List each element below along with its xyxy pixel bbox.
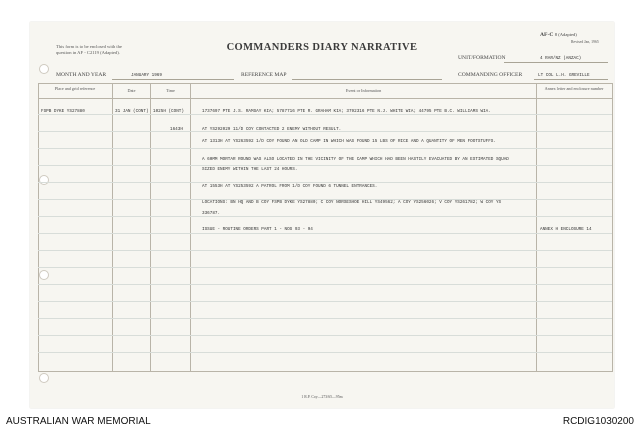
- table-top-border: [38, 83, 612, 84]
- column-divider: [112, 83, 113, 372]
- archive-reference: RCDIG1030200: [562, 415, 634, 427]
- table-right-border: [612, 83, 613, 372]
- ruled-line: [38, 267, 612, 268]
- commanding-value: LT COL L.H. GREVILLE: [538, 73, 590, 78]
- commanding-underline: [534, 79, 608, 80]
- commanding-label: COMMANDING OFFICER: [458, 72, 523, 78]
- column-divider: [150, 83, 151, 372]
- entry-time: 1643H: [170, 127, 183, 132]
- form-code-suffix: 8 (Adapted): [554, 32, 577, 37]
- diary-sheet: [30, 22, 614, 408]
- entry-date: 31 JAN (CONT): [115, 109, 149, 114]
- entry-line: 1737697 PTE J.S. RAMSAY KIA; 5787716 PTE R. GRAHAM KIA; 3792316 PTE N.J. WHITE WIA; 44795 PTE B.C. WILLIAMS WIA.: [202, 109, 491, 114]
- column-header-time: Time: [166, 88, 175, 93]
- entry-place: FSPB DYKE YS27880: [41, 109, 85, 114]
- entry-line: 336787.: [202, 211, 221, 216]
- column-header-event: Event or Information: [345, 88, 382, 93]
- entry-line: AT 1553H AT YS253592 A PATROL FROM 1/D COY FOUND 6 TUNNEL ENTRANCES.: [202, 184, 378, 189]
- ruled-line: [38, 216, 612, 217]
- table-left-border: [38, 83, 39, 372]
- column-divider: [190, 83, 191, 372]
- month-value: JANUARY 1969: [131, 73, 162, 78]
- unit-value: 4 RAR/NZ (ANZAC): [540, 56, 582, 61]
- month-underline: [112, 79, 234, 80]
- ruled-line: [38, 352, 612, 353]
- table-bottom-border: [38, 371, 612, 372]
- column-header-annex: Annex letter and enclosure number: [544, 86, 604, 91]
- archive-caption: [0, 410, 640, 432]
- archive-name: AUSTRALIAN WAR MEMORIAL: [6, 415, 151, 427]
- form-code-main: AF-C: [540, 32, 554, 38]
- document-title: COMMANDERS DIARY NARRATIVE: [226, 42, 418, 53]
- revised-date: Revised Jan, 1965: [571, 40, 599, 44]
- month-label: MONTH AND YEAR: [56, 72, 107, 78]
- punch-hole: [39, 175, 49, 185]
- refmap-label: REFERENCE MAP: [241, 72, 287, 78]
- entry-line: ISSUE - ROUTINE ORDERS PART 1 - NOS 93 - 94: [202, 227, 313, 232]
- column-divider: [536, 83, 537, 372]
- column-header-date: Date: [127, 88, 136, 93]
- ruled-line: [38, 335, 612, 336]
- ruled-line: [38, 233, 612, 234]
- ruled-line: [38, 301, 612, 302]
- ruled-line: [38, 250, 612, 251]
- entry-line: A 60MM MORTAR ROUND WAS ALSO LOCATED IN THE VICINITY OF THE CAMP WHICH HAD BEEN HASTILY EVACUATED BY AN ESTIMATED SQUAD: [202, 157, 509, 162]
- column-header-place: Place and grid reference: [54, 86, 96, 91]
- unit-underline: [504, 62, 608, 63]
- table-header-border: [38, 98, 612, 99]
- refmap-underline: [292, 79, 442, 80]
- entry-line: SIZED ENEMY WITHIN THE LAST 24 HOURS.: [202, 167, 298, 172]
- entry-line: LOCATIONS: BN HQ AND B COY FSPB DYKE YS27880; C COY NORSESHOE HILL YS49562; A COY YS256026; V COY YS261782; W COY YS: [202, 200, 502, 205]
- unit-label: UNIT/FORMATION: [458, 55, 506, 61]
- entry-line: AT 1313H AT YS263592 1/D COY FOUND AN OLD CAMP IN WHICH WAS FOUND 15 LBS OF RICE AND A QUANTITY OF MEN FOOTSTUFFS.: [202, 139, 496, 144]
- form-note-line: This form is to be enclosed with the: [56, 44, 122, 49]
- punch-hole: [39, 373, 49, 383]
- form-code: [540, 32, 577, 38]
- ruled-line: [38, 114, 612, 115]
- ruled-line: [38, 182, 612, 183]
- ruled-line: [38, 148, 612, 149]
- ruled-line: [38, 165, 612, 166]
- print-code: 1 R.P. Coy—273/65—95m: [301, 395, 343, 399]
- punch-hole: [39, 64, 49, 74]
- form-note-line: question in AF - C2119 (Adapted).: [56, 50, 120, 55]
- annex-entry: ANNEX H ENCLOSURE 14: [540, 227, 592, 232]
- ruled-line: [38, 318, 612, 319]
- entry-time: 1025H (CONT): [153, 109, 184, 114]
- punch-hole: [39, 270, 49, 280]
- entry-line: AT YS292029 11/D COY CONTACTED 2 ENEMY WITHOUT RESULT.: [202, 127, 342, 132]
- ruled-line: [38, 284, 612, 285]
